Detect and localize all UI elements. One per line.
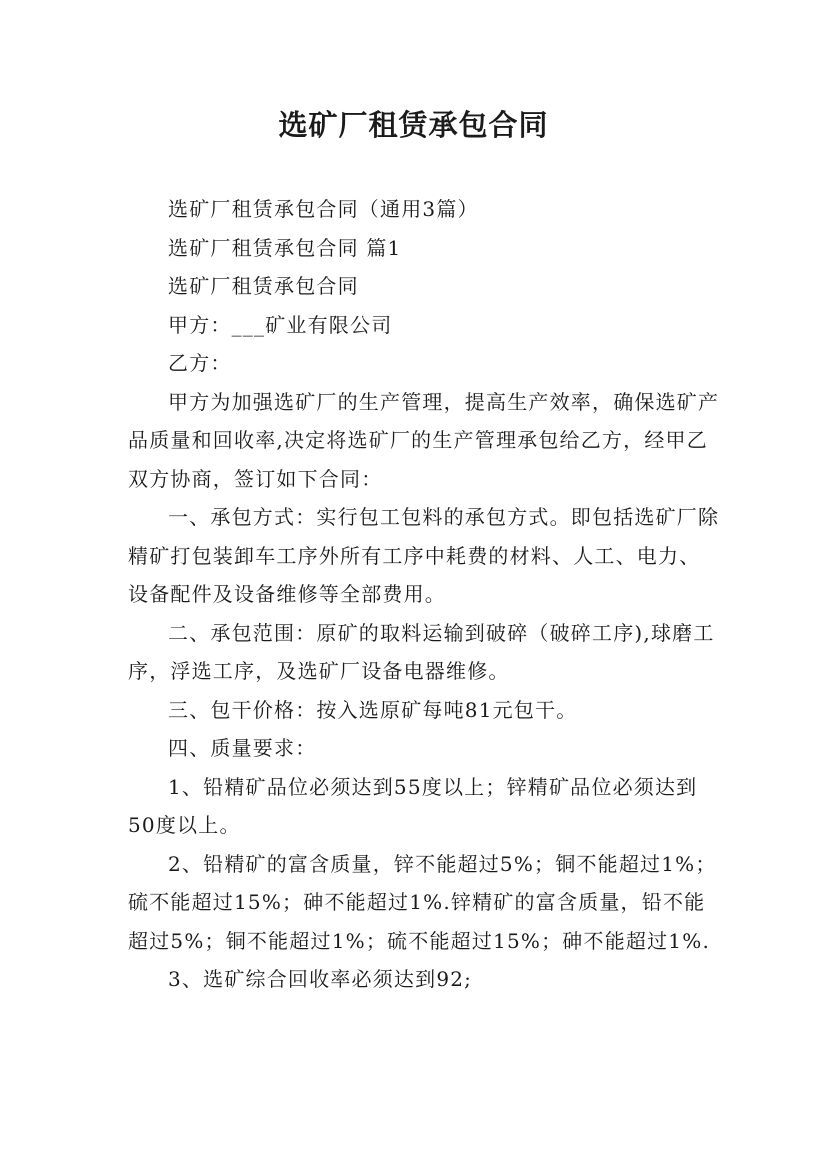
- paragraph-quality-2: 2、铅精矿的富含质量，锌不能超过5%；铜不能超过1%；硫不能超过15%；砷不能超过1%.锌精矿的富含质量，铅不能超过5%；铜不能超过1%；硫不能超过15%；砷不能超过1%.: [128, 851, 717, 953]
- paragraph-party-a: 甲方：___矿业有限公司: [168, 312, 393, 337]
- paragraph-preamble: 甲方为加强选矿厂的生产管理，提高生产效率，确保选矿产品质量和回收率,决定将选矿厂的生产管理承包给乙方，经甲乙双方协商，签订如下合同：: [128, 389, 720, 491]
- document-title: 选矿厂租赁承包合同: [278, 108, 549, 142]
- paragraph-clause-3: 三、包干价格：按入选原矿每吨81元包干。: [168, 697, 578, 722]
- paragraph-section-heading: 选矿厂租赁承包合同 篇1: [168, 235, 402, 260]
- paragraph-party-b: 乙方：: [168, 351, 232, 375]
- paragraph-subtitle: 选矿厂租赁承包合同（通用3篇）: [168, 197, 479, 221]
- paragraph-contract-name: 选矿厂租赁承包合同: [168, 274, 359, 298]
- document-body: [128, 190, 720, 999]
- paragraph-quality-1: 1、铅精矿品位必须达到55度以上；锌精矿品位必须达到50度以上。: [128, 774, 698, 837]
- paragraph-clause-4: 四、质量要求：: [168, 736, 317, 760]
- paragraph-quality-3: 3、选矿综合回收率必须达到92;: [168, 967, 473, 991]
- paragraph-clause-1: 一、承包方式：实行包工包料的承包方式。即包括选矿厂除精矿打包装卸车工序外所有工序中耗费的材料、人工、电力、设备配件及设备维修等全部费用。: [128, 505, 720, 606]
- paragraph-clause-2: 二、承包范围：原矿的取料运输到破碎（破碎工序),球磨工序，浮选工序，及选矿厂设备电器维修。: [128, 620, 715, 683]
